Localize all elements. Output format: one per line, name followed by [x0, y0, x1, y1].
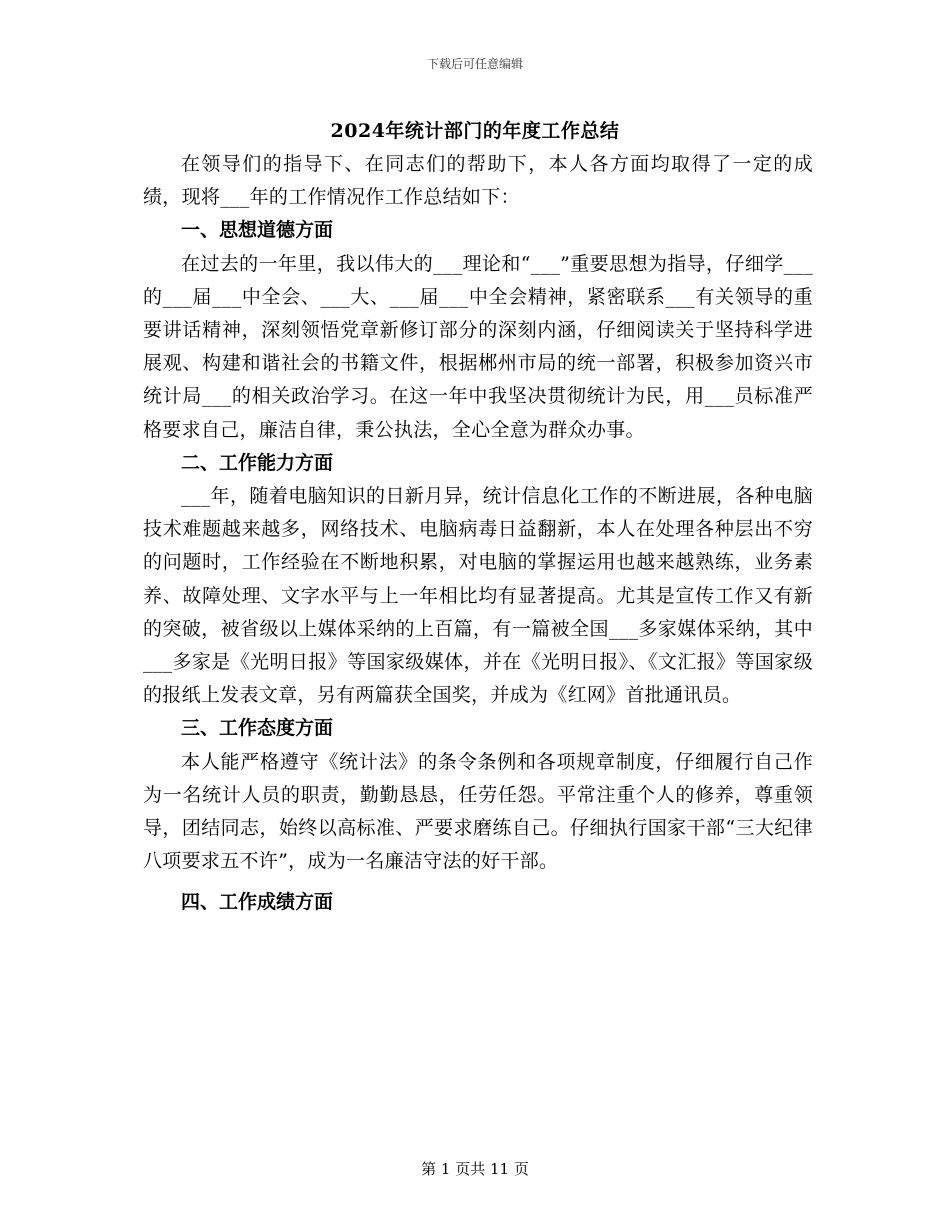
document-title: 2024年统计部门的年度工作总结 — [330, 120, 620, 142]
section-heading: 一、思想道德方面 — [181, 219, 334, 242]
section-heading: 四、工作成绩方面 — [181, 891, 334, 914]
page-header-note: 下载后可任意编辑 — [426, 57, 523, 71]
section-heading: 三、工作态度方面 — [181, 717, 334, 740]
section-paragraph: ___年，随着电脑知识的日新月异，统计信息化工作的不断进展，各种电脑技术难题越来越多，网络技术、电脑病毒日益翻新，本人在处理各种层出不穷的问题时，工作经验在不断地积累，对电脑的掌握运用也越来越熟练，业务素养、故障处理、文字水平与上一年相比均有显著提高。尤其是宣传工作又有新的突破，被省级以上媒体采纳的上百篇，有一篇被全国___多家媒体采纳，其中___多家是《光明日报》等国家级媒体，并在《光明日报》、《文汇报》等国家级的报纸上发表文章，另有两篇获全国奖，并成为《红网》首批通讯员。 — [143, 485, 813, 707]
section-paragraph: 在过去的一年里，我以伟大的___理论和“___”重要思想为指导，仔细学___的___届___中全会、___大、___届___中全会精神，紧密联系___有关领导的重要讲话精神，深刻领悟党章新修订部分的深刻内涵，仔细阅读关于坚持科学进展观、构建和谐社会的书籍文件，根据郴州市局的统一部署，积极参加资兴市统计局___的相关政治学习。在这一年中我坚决贯彻统计为民，用___员标准严格要求自己，廉洁自律，秉公执法，全心全意为群众办事。 — [143, 252, 813, 441]
intro-paragraph: 在领导们的指导下、在同志们的帮助下，本人各方面均取得了一定的成绩，现将___年的工作情况作工作总结如下： — [143, 153, 813, 209]
section-heading: 二、工作能力方面 — [181, 451, 334, 474]
document-body — [143, 148, 813, 920]
section-paragraph: 本人能严格遵守《统计法》的条令条例和各项规章制度，仔细履行自己作为一名统计人员的职责，勤勤恳恳，任劳任怨。平常注重个人的修养，尊重领导，团结同志，始终以高标准、严要求磨练自己。仔细执行国家干部“三大纪律八项要求五不许”，成为一名廉洁守法的好干部。 — [143, 750, 813, 873]
page-number: 第 1 页共 11 页 — [421, 1160, 529, 1178]
